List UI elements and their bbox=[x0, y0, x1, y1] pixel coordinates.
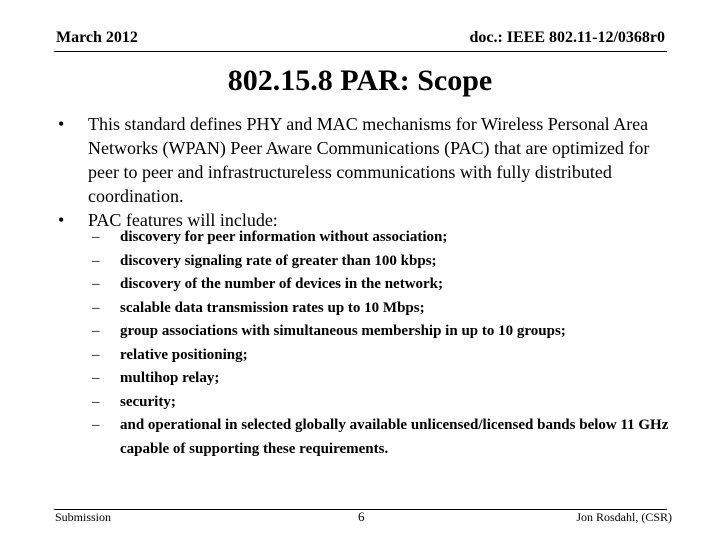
feature-text: group associations with simultaneous membership in up to 10 groups; bbox=[120, 323, 566, 339]
bullet-marker: • bbox=[58, 114, 65, 134]
feature-text: multihop relay; bbox=[120, 370, 220, 386]
header-date: March 2012 bbox=[56, 29, 138, 46]
feature-item bbox=[92, 297, 672, 321]
feature-text: discovery of the number of devices in the network; bbox=[120, 276, 444, 292]
header-divider bbox=[54, 51, 667, 52]
page-number: 6 bbox=[358, 509, 365, 524]
feature-text: scalable data transmission rates up to 10 Mbps; bbox=[120, 299, 425, 316]
feature-marker: – bbox=[92, 229, 100, 245]
feature-marker: – bbox=[92, 299, 100, 316]
bullet-item bbox=[58, 112, 678, 208]
feature-item bbox=[92, 344, 672, 368]
feature-marker: – bbox=[92, 393, 100, 410]
feature-marker: – bbox=[92, 346, 100, 363]
feature-text: and operational in selected globally available unlicensed/licensed bands below 11 GHz capable of supporting these requirements. bbox=[120, 417, 669, 457]
feature-item bbox=[92, 320, 672, 344]
feature-item bbox=[92, 367, 672, 391]
feature-marker: – bbox=[92, 276, 100, 292]
feature-marker: – bbox=[92, 370, 100, 386]
feature-text: discovery signaling rate of greater than 100 kbps; bbox=[120, 252, 437, 269]
feature-text: discovery for peer information without association; bbox=[120, 229, 448, 245]
feature-item bbox=[92, 391, 672, 415]
feature-text: security; bbox=[120, 393, 176, 410]
bullet-marker: • bbox=[58, 210, 65, 230]
footer-submission: Submission bbox=[55, 510, 112, 524]
feature-item bbox=[92, 226, 672, 250]
bullet-text: This standard defines PHY and MAC mechanisms for Wireless Personal Area Networks (WPAN) Peer Aware Communications (PAC) that are optimized for peer to peer and infrastructureless communications with fully distributed coordination. bbox=[88, 114, 650, 206]
feature-text: relative positioning; bbox=[120, 346, 248, 363]
feature-marker: – bbox=[92, 323, 100, 339]
bullet-list bbox=[58, 112, 678, 232]
feature-marker: – bbox=[92, 417, 100, 433]
feature-list bbox=[92, 226, 672, 461]
slide-title: 802.15.8 PAR: Scope bbox=[227, 64, 493, 97]
feature-marker: – bbox=[92, 252, 100, 269]
header-doc-id: doc.: IEEE 802.11-12/0368r0 bbox=[469, 29, 665, 46]
feature-item bbox=[92, 414, 672, 461]
feature-item bbox=[92, 273, 672, 297]
footer-author: Jon Rosdahl, (CSR) bbox=[576, 510, 672, 524]
bullet-text: PAC features will include: bbox=[88, 210, 278, 230]
feature-item bbox=[92, 250, 672, 274]
